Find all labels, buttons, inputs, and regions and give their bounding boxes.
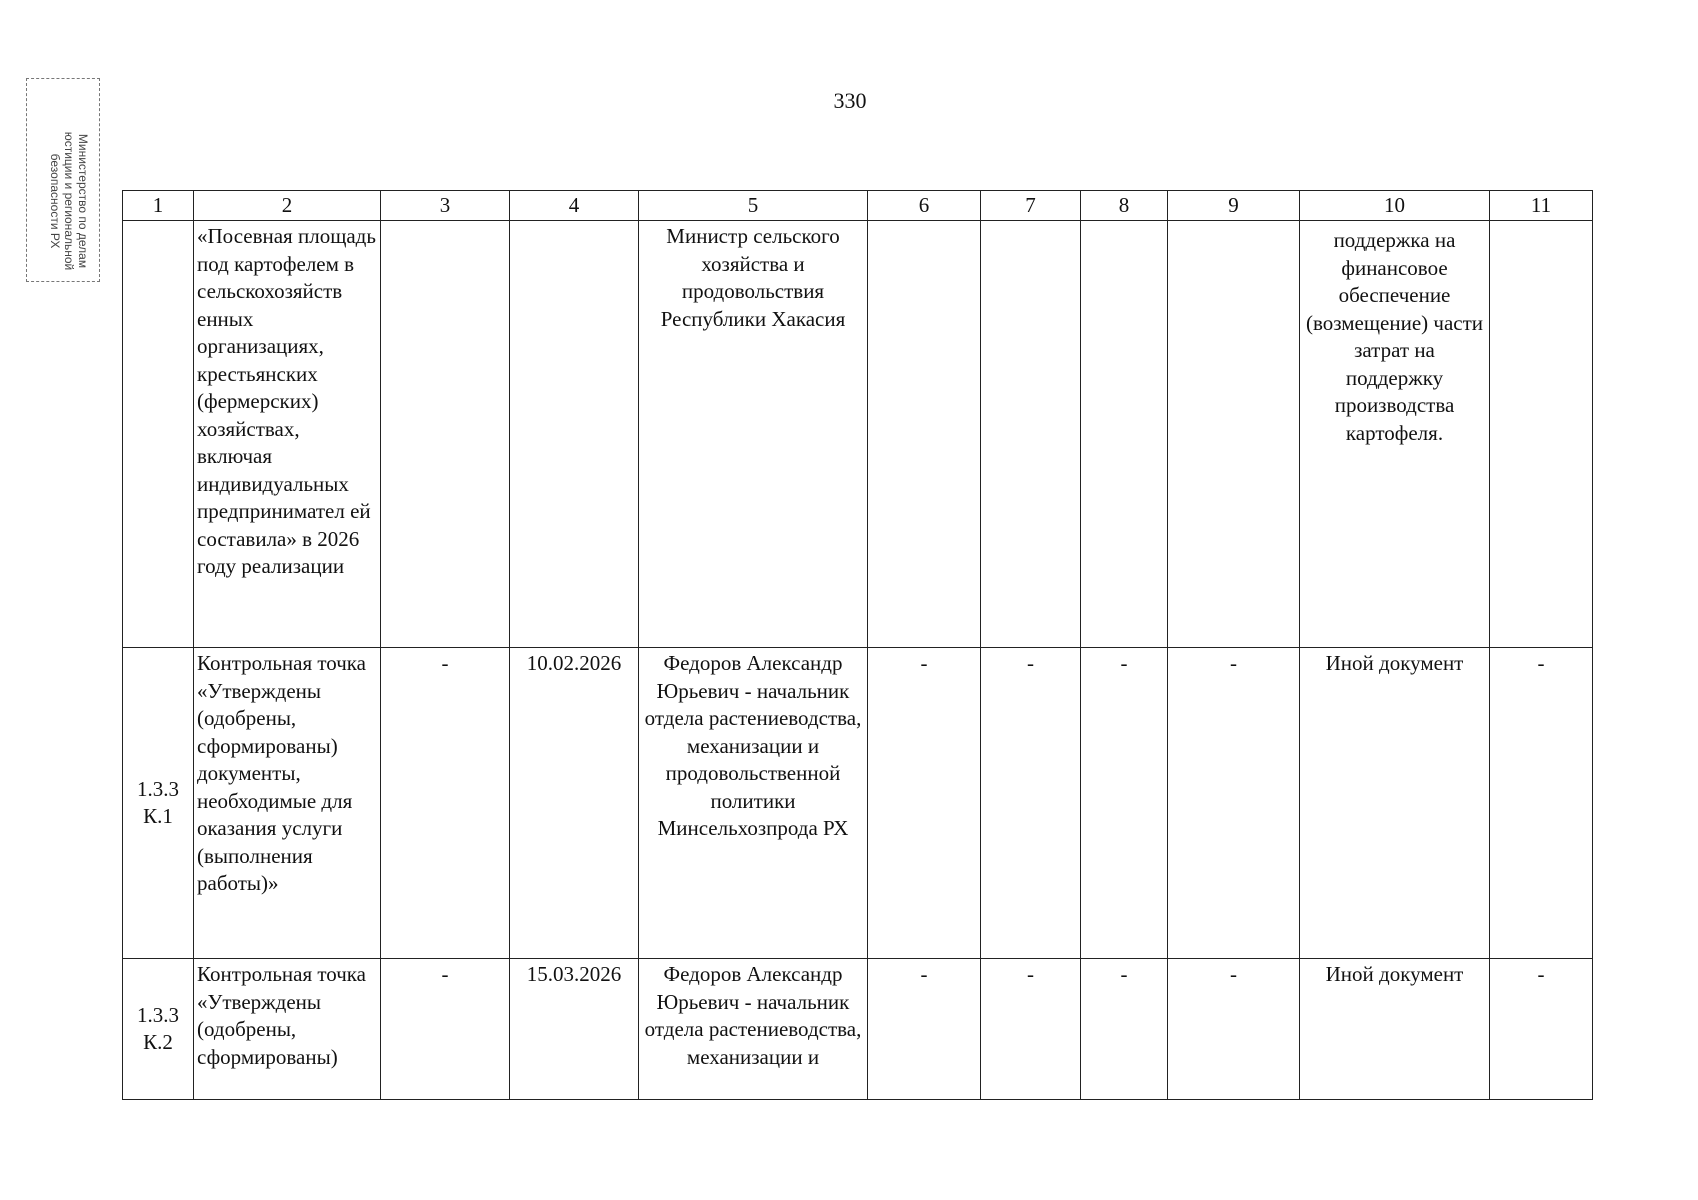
- cell-responsible: Министр сельского хозяйства и продовольствия Республики Хакасия: [639, 221, 868, 648]
- header-col-4: 4: [510, 191, 639, 221]
- header-col-1: 1: [123, 191, 194, 221]
- cell-number: 1.3.3 К.2: [123, 959, 194, 1100]
- header-col-10: 10: [1300, 191, 1490, 221]
- cell-responsible: Федоров Александр Юрьевич - начальник отдела растениеводства, механизации и: [639, 959, 868, 1100]
- cell-col-8: [1081, 221, 1168, 648]
- cell-end-date: 10.02.2026: [510, 648, 639, 959]
- cell-col-7: -: [981, 648, 1081, 959]
- header-col-5: 5: [639, 191, 868, 221]
- cell-start-date: -: [381, 648, 510, 959]
- cell-col-7: [981, 221, 1081, 648]
- page-number: 330: [833, 88, 867, 113]
- header-col-7: 7: [981, 191, 1081, 221]
- cell-document: Иной документ: [1300, 959, 1490, 1100]
- cell-name: Контрольная точка «Утверждены (одобрены, сформированы) документы, необходимые для оказания услуги (выполнения работы)»: [194, 648, 381, 959]
- header-row: [123, 191, 1593, 221]
- cell-col-9: -: [1168, 959, 1300, 1100]
- cell-col-9: [1168, 221, 1300, 648]
- cell-col-6: -: [868, 959, 981, 1100]
- header-col-11: 11: [1490, 191, 1593, 221]
- table-row: [123, 221, 1593, 648]
- cell-col-8: -: [1081, 959, 1168, 1100]
- cell-name: Контрольная точка «Утверждены (одобрены, сформированы): [194, 959, 381, 1100]
- cell-document: поддержка на финансовое обеспечение (возмещение) части затрат на поддержку производства картофеля.: [1300, 221, 1490, 648]
- cell-end-date: [510, 221, 639, 648]
- stamp-line-3: безопасности РХ: [48, 153, 62, 249]
- cell-col-11: -: [1490, 648, 1593, 959]
- data-table: [122, 190, 1593, 1100]
- cell-start-date: -: [381, 959, 510, 1100]
- header-col-8: 8: [1081, 191, 1168, 221]
- cell-col-8: -: [1081, 648, 1168, 959]
- header-col-3: 3: [381, 191, 510, 221]
- stamp-line-2: юстиции и региональной: [62, 131, 76, 271]
- cell-col-9: -: [1168, 648, 1300, 959]
- table-row: [123, 959, 1593, 1100]
- cell-document: Иной документ: [1300, 648, 1490, 959]
- stamp-line-1: Министерство по делам: [76, 133, 90, 269]
- cell-col-11: -: [1490, 959, 1593, 1100]
- cell-col-7: -: [981, 959, 1081, 1100]
- table-row: [123, 648, 1593, 959]
- header-col-9: 9: [1168, 191, 1300, 221]
- cell-responsible: Федоров Александр Юрьевич - начальник отдела растениеводства, механизации и продовольственной политики Минсельхозпрода РХ: [639, 648, 868, 959]
- cell-start-date: [381, 221, 510, 648]
- header-col-2: 2: [194, 191, 381, 221]
- cell-end-date: 15.03.2026: [510, 959, 639, 1100]
- cell-name: «Посевная площадь под картофелем в сельскохозяйств енных организациях, крестьянских (фермерских) хозяйствах, включая индивидуальных предпринимател ей составила» в 2026 году реализации: [194, 221, 381, 648]
- cell-number: 1.3.3 К.1: [123, 648, 194, 959]
- cell-col-11: [1490, 221, 1593, 648]
- cell-col-6: [868, 221, 981, 648]
- header-col-6: 6: [868, 191, 981, 221]
- cell-col-6: -: [868, 648, 981, 959]
- stamp-text: [36, 101, 90, 301]
- cell-number: [123, 221, 194, 648]
